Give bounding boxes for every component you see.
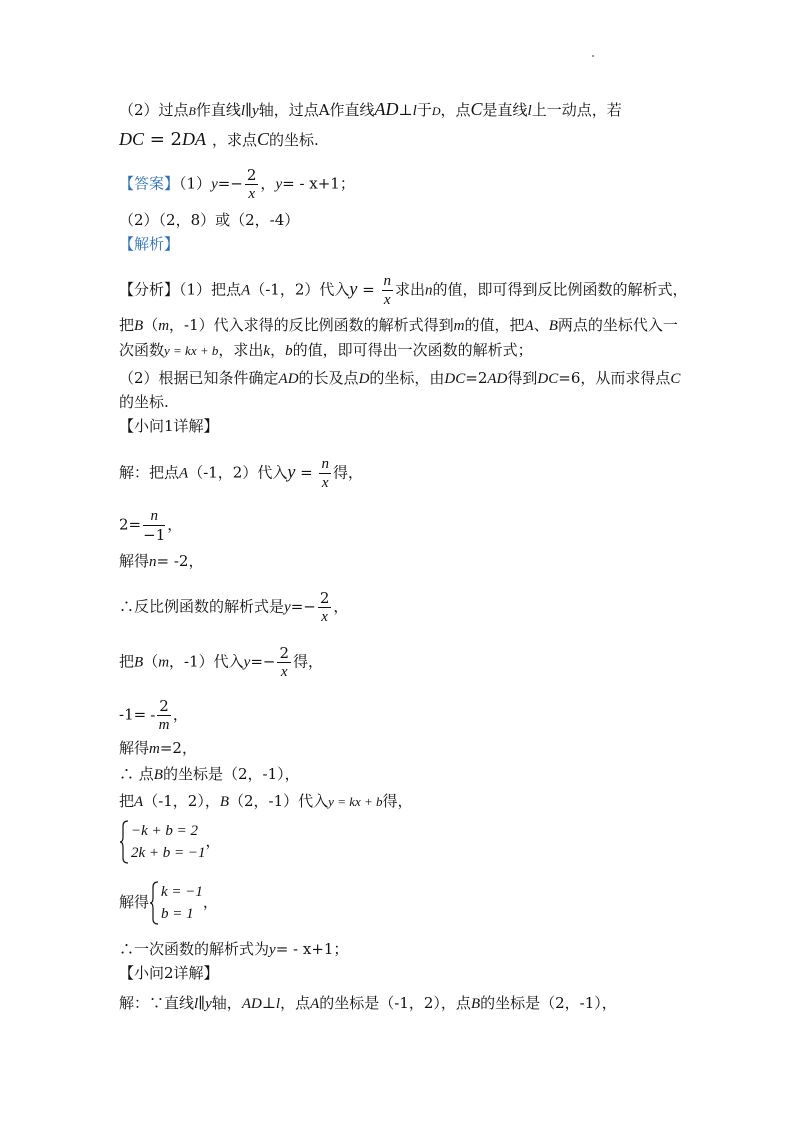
text: ，-1）代入求得的反比例函数的解析式得到	[169, 316, 454, 334]
perp-symbol: ⊥	[261, 994, 276, 1012]
point-A: A	[310, 996, 320, 1012]
text: ，求出	[218, 341, 264, 359]
var-m: m	[453, 318, 465, 334]
text: 的坐标，由	[369, 369, 445, 387]
numerator: n	[383, 273, 391, 289]
var-y: y	[211, 176, 218, 193]
text: （	[143, 652, 159, 671]
q1-conclusion	[119, 938, 348, 961]
numerator: n	[143, 507, 165, 526]
point-B: B	[153, 767, 163, 783]
point-A: A	[134, 794, 144, 810]
point-B: B	[188, 104, 196, 118]
q1-step9	[119, 790, 413, 813]
text: 的坐标是（2，-1），	[162, 765, 300, 783]
var-n: n	[425, 282, 433, 299]
text: 解得	[119, 739, 150, 757]
text: ，点	[280, 994, 311, 1012]
point-C: C	[470, 99, 483, 119]
text: ，	[202, 893, 218, 911]
linear-expression: y = kx + b	[164, 343, 219, 358]
line-l: l	[527, 103, 532, 119]
text: 的坐标是（2，-1），	[480, 994, 617, 1012]
var-m: m	[149, 741, 160, 757]
linear-expression: y = kx + b	[328, 794, 383, 809]
var-y: y	[275, 176, 283, 193]
segment-DC: DC	[119, 129, 145, 149]
fenxi-tag: 【分析】	[119, 280, 180, 299]
text: 解得	[119, 893, 150, 911]
numerator: 2	[319, 589, 330, 607]
equation-row: −k + b = 2	[131, 823, 199, 839]
var-m: m	[158, 318, 170, 334]
var-n: n	[149, 554, 157, 570]
text: ，	[333, 597, 349, 616]
text: =2	[465, 369, 488, 387]
point-A: A	[241, 282, 251, 299]
analysis-line5: 的坐标.	[119, 393, 169, 411]
analysis-line1	[119, 272, 688, 309]
solution-system	[149, 881, 203, 925]
equation-row: 2k + b = −1	[131, 845, 206, 861]
equation-row: b = 1	[161, 906, 194, 922]
answer-line2: （2）（2，8）或（2，-4）	[119, 211, 300, 229]
var-y: y	[349, 278, 358, 299]
analysis-tag: 【解析】	[119, 235, 180, 253]
text: =−	[250, 652, 276, 671]
text: ，-1）代入	[169, 652, 244, 671]
denominator: x	[383, 292, 391, 308]
text: ∴反比例函数的解析式是	[119, 597, 285, 616]
segment-DC: DC	[537, 371, 559, 387]
text: （	[143, 316, 159, 334]
text: =2，	[159, 739, 197, 757]
q1-tag: 【小问1详解】	[119, 417, 219, 435]
var-b: b	[285, 343, 293, 359]
text: ∴ 点	[119, 765, 154, 783]
line-l: l	[412, 103, 417, 119]
text: 的坐标.	[269, 131, 319, 149]
point-C: C	[670, 371, 681, 387]
denominator: x	[248, 186, 255, 202]
fraction	[318, 589, 332, 626]
q2-step1	[119, 992, 617, 1015]
parallel-symbol: ∥	[198, 994, 206, 1012]
point-B: B	[134, 318, 144, 334]
text: 是直线	[482, 101, 528, 119]
numerator: n	[321, 456, 329, 472]
text: 解：把点	[119, 463, 180, 482]
answer-tag: 【答案】	[119, 174, 180, 193]
text: 上一动点，若	[531, 101, 622, 119]
var-k: k	[263, 343, 271, 359]
q2-tag: 【小问2详解】	[119, 964, 219, 982]
var-y: y	[269, 942, 276, 958]
left-brace-icon	[149, 881, 159, 925]
line-l: l	[240, 103, 246, 119]
text: 得，	[332, 463, 363, 482]
text: ，求点	[212, 131, 258, 149]
point-C: C	[257, 129, 270, 149]
text: （2）过点	[119, 101, 189, 119]
point-B: B	[470, 996, 481, 1012]
text: ，点	[440, 101, 471, 119]
axis-y: y	[205, 996, 212, 1012]
text: ，	[205, 832, 221, 850]
text: 作直线	[195, 101, 241, 119]
text: 的坐标是（-1，2），点	[319, 994, 471, 1012]
text: ，	[167, 515, 183, 534]
line-l: l	[194, 996, 199, 1012]
text: （2，-1）代入	[229, 792, 329, 810]
text: （1）	[179, 174, 212, 193]
segment-AD: AD	[241, 996, 262, 1012]
text: （-1，2）代入	[188, 463, 288, 482]
analysis-line2	[119, 314, 678, 337]
text: （1）把点	[179, 280, 242, 299]
text: -	[150, 705, 156, 724]
q1-step7	[119, 737, 197, 760]
text: =−	[290, 597, 316, 616]
text: ，	[172, 705, 188, 724]
numerator: 2	[246, 166, 257, 184]
fraction	[143, 507, 165, 544]
text: 的值，即可得出一次函数的解析式；	[292, 341, 533, 359]
text: 2=	[119, 515, 142, 534]
q1-step8	[119, 763, 300, 786]
text: =	[295, 463, 318, 482]
text: 、	[533, 316, 549, 334]
denominator: x	[321, 609, 328, 625]
text: （-1，2）代入	[250, 280, 350, 299]
text: 的值，把	[464, 316, 525, 334]
text: 的值，即可得到反比例函数的解析式，	[432, 280, 688, 299]
speck-mark	[592, 55, 594, 57]
equation-system	[119, 820, 206, 864]
text: 把	[119, 652, 135, 671]
text: 轴，	[211, 994, 242, 1012]
numerator: 2	[279, 644, 290, 662]
var-m: m	[158, 654, 170, 671]
text: =6，从而求得点	[558, 369, 671, 387]
text: = - x+1；	[282, 174, 355, 193]
text: （-1，2），	[143, 792, 220, 810]
text: 把	[119, 316, 135, 334]
axis-y: y	[252, 103, 259, 119]
text: = 2	[144, 129, 182, 150]
denominator: x	[321, 475, 329, 491]
q1-step4	[119, 589, 348, 626]
line-l: l	[275, 996, 281, 1012]
segment-AD: AD	[374, 99, 399, 119]
fraction	[319, 455, 331, 492]
text: （2）根据已知条件确定	[119, 369, 279, 387]
text: 得，	[382, 792, 413, 810]
point-B: B	[548, 318, 558, 334]
text: 求出	[395, 280, 426, 299]
text: =−	[217, 174, 243, 193]
text: =	[357, 280, 380, 299]
text: 两点的坐标代入一	[557, 316, 678, 334]
text: 解：∵直线	[119, 994, 195, 1012]
q1-step5	[119, 644, 323, 681]
q1-step2	[119, 507, 182, 544]
point-D: D	[358, 371, 370, 387]
perp-symbol: ⊥	[398, 101, 413, 119]
text: -1=	[119, 705, 147, 724]
question-part2-line2	[119, 128, 319, 151]
fraction	[277, 644, 291, 681]
point-A: A	[524, 318, 534, 334]
var-y: y	[287, 461, 296, 482]
text: = - x+1；	[275, 940, 349, 958]
segment-DA: DA	[182, 129, 206, 149]
var-y: y	[243, 654, 251, 671]
analysis-line3	[119, 339, 533, 362]
q1-step3	[119, 550, 203, 573]
fraction	[157, 697, 171, 734]
segment-DC: DC	[444, 371, 466, 387]
text: 解得	[119, 552, 150, 570]
text: ，	[270, 341, 286, 359]
q1-step6	[119, 697, 188, 734]
point-B: B	[134, 654, 144, 671]
text: 得到	[507, 369, 538, 387]
text: 的长及点	[298, 369, 359, 387]
var-y: y	[284, 599, 291, 616]
q1-system2	[119, 881, 218, 925]
text: ∴一次函数的解析式为	[119, 940, 270, 958]
text: 轴，过点A作直线	[258, 101, 375, 119]
segment-AD: AD	[487, 371, 508, 387]
analysis-line4	[119, 367, 680, 390]
question-part2-line1	[119, 98, 622, 122]
fraction	[245, 166, 259, 203]
left-brace-icon	[119, 820, 129, 864]
text: = -2，	[156, 552, 204, 570]
point-B: B	[219, 794, 230, 810]
denominator: −1	[143, 526, 166, 544]
point-D: D	[431, 104, 441, 118]
segment-AD: AD	[278, 371, 299, 387]
text: ，	[260, 174, 276, 193]
answer-line1	[119, 166, 355, 203]
point-A: A	[179, 465, 189, 482]
parallel-symbol: ∥	[245, 101, 253, 119]
text: 于	[416, 101, 432, 119]
denominator: m	[158, 717, 170, 733]
q1-step1	[119, 455, 363, 492]
text: 次函数	[119, 341, 165, 359]
denominator: x	[280, 664, 288, 680]
fraction	[382, 272, 394, 309]
q1-system1	[119, 820, 221, 864]
numerator: 2	[159, 697, 169, 715]
text: 得，	[293, 652, 324, 671]
equation-row: k = −1	[161, 884, 203, 900]
text: 把	[119, 792, 135, 810]
